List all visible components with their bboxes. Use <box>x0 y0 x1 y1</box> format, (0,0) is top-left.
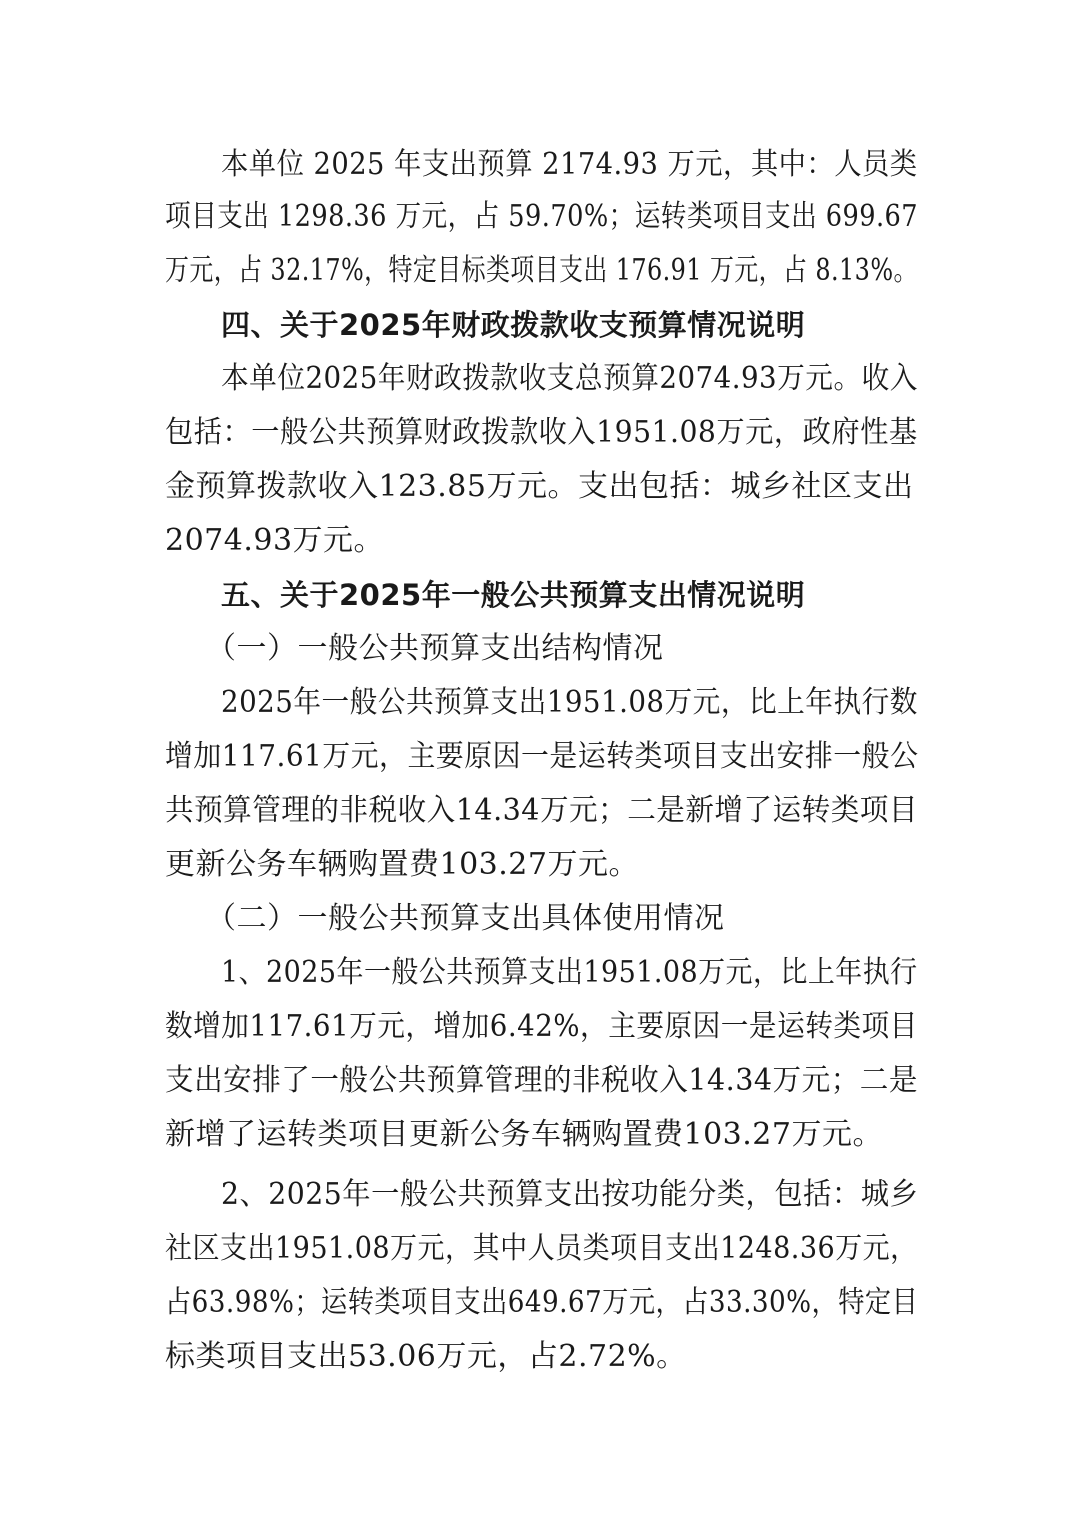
section4-line4: 2074.93万元。 <box>165 523 385 558</box>
item1-line1: 1、2025年一般公共预算支出1951.08万元，比上年执行 <box>221 955 918 990</box>
sub1-line3: 共预算管理的非税收入14.34万元；二是新增了运转类项目 <box>165 793 918 828</box>
item2-line4: 标类项目支出53.06万元，占2.72%。 <box>165 1339 687 1374</box>
item2-line3: 占63.98%；运转类项目支出649.67万元，占33.30%，特定目 <box>165 1285 919 1320</box>
item1-line2: 数增加117.61万元，增加6.42%，主要原因一是运转类项目 <box>165 1009 918 1044</box>
sub1-line4: 更新公务车辆购置费103.27万元。 <box>165 847 639 882</box>
para1-line3: 万元，占 32.17%，特定目标类项目支出 176.91 万元，占 8.13%。 <box>165 253 918 288</box>
section4-line3: 金预算拨款收入123.85万元。支出包括：城乡社区支出 <box>165 469 914 504</box>
section5-heading: 五、关于2025年一般公共预算支出情况说明 <box>221 578 806 612</box>
section4-line1: 本单位2025年财政拨款收支总预算2074.93万元。收入 <box>221 361 918 396</box>
item2-line2: 社区支出1951.08万元，其中人员类项目支出1248.36万元， <box>165 1231 918 1266</box>
section4-line2: 包括：一般公共预算财政拨款收入1951.08万元，政府性基 <box>165 415 918 450</box>
section4-heading: 四、关于2025年财政拨款收支预算情况说明 <box>221 308 806 342</box>
sub1-heading: （一）一般公共预算支出结构情况 <box>206 631 664 666</box>
item2-line1: 2、2025年一般公共预算支出按功能分类，包括：城乡 <box>221 1177 919 1212</box>
sub1-line2: 增加117.61万元，主要原因一是运转类项目支出安排一般公 <box>165 739 919 774</box>
item1-line4: 新增了运转类项目更新公务车辆购置费103.27万元。 <box>165 1117 883 1152</box>
para1-line2: 项目支出 1298.36 万元，占 59.70%；运转类项目支出 699.67 <box>165 199 919 234</box>
item1-line3: 支出安排了一般公共预算管理的非税收入14.34万元；二是 <box>165 1063 918 1098</box>
sub2-heading: （二）一般公共预算支出具体使用情况 <box>206 901 725 936</box>
para1-line1: 本单位 2025 年支出预算 2174.93 万元，其中：人员类 <box>221 147 918 182</box>
sub1-line1: 2025年一般公共预算支出1951.08万元，比上年执行数 <box>221 685 918 720</box>
